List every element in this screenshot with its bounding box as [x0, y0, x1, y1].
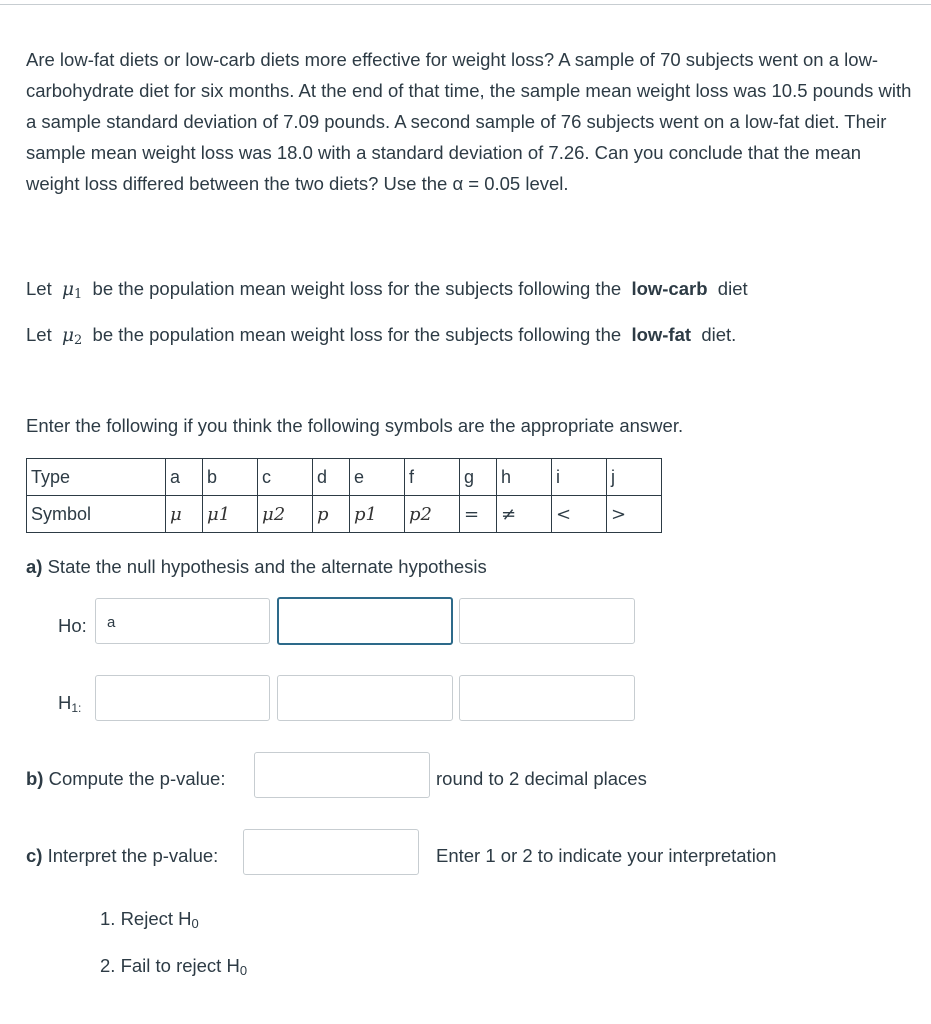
type-cell: e [350, 459, 405, 496]
h1-label: H1: [58, 692, 82, 715]
type-cell: b [203, 459, 258, 496]
type-cell: d [313, 459, 350, 496]
symbol-cell: μ [166, 496, 203, 533]
problem-text: Are low-fat diets or low-carb diets more effective for weight loss? A sample of 70 subjects went on a low-carbohydrate diet for six months. At the end of that time, the sample mean weight loss was 10.5 pounds with a sample standard deviation of 7.09 pounds. A second sample of 76 subjects went on a low-fat diet. Their sample mean weight loss was 18.0 with a standard deviation of 7.26. Can you conclude that the mean weight loss differed between the two diets? Use the α = 0.05 level. [26, 49, 912, 194]
symbol-row [27, 496, 662, 533]
option-fail-to-reject: 2. Fail to reject H0 [100, 955, 248, 978]
type-cell: h [497, 459, 552, 496]
type-row [27, 459, 662, 496]
let-word: Let [26, 324, 52, 345]
instruction-text: Enter the following if you think the following symbols are the appropriate answer. [26, 415, 684, 436]
interpretation-input[interactable] [243, 829, 419, 875]
symbol-cell: ≠ [497, 496, 552, 533]
symbol-cell: p1 [350, 496, 405, 533]
symbol-cell: μ1 [203, 496, 258, 533]
h1-input-3[interactable] [459, 675, 635, 721]
definition-mu2 [26, 323, 736, 353]
type-cell: a [166, 459, 203, 496]
diet-name: low-carb [631, 278, 708, 299]
type-cell: c [258, 459, 313, 496]
option-reject: 1. Reject H0 [100, 908, 199, 931]
definition-mu1 [26, 277, 748, 307]
ho-input-3[interactable] [459, 598, 635, 644]
symbol-cell: p2 [405, 496, 460, 533]
p-value-input[interactable] [254, 752, 430, 798]
part-a-prompt: a) State the null hypothesis and the alternate hypothesis [26, 556, 487, 577]
p-value-hint: round to 2 decimal places [436, 768, 647, 789]
mu1-symbol: $\mu_1$ [62, 279, 83, 303]
let-word: Let [26, 278, 52, 299]
definition-text: be the population mean weight loss for the subjects following the [92, 278, 622, 299]
type-cell: i [552, 459, 607, 496]
symbol-cell: = [460, 496, 497, 533]
ho-label: Ho: [58, 615, 87, 636]
mu2-symbol: $\mu_2$ [62, 325, 83, 349]
symbol-cell: < [552, 496, 607, 533]
symbol-cell: μ2 [258, 496, 313, 533]
interpretation-hint: Enter 1 or 2 to indicate your interpretation [436, 845, 777, 866]
h1-input-2[interactable] [277, 675, 453, 721]
ho-input-1-value: a [107, 614, 116, 631]
diet-name: low-fat [631, 324, 692, 345]
top-divider [0, 4, 931, 5]
definition-suffix: diet. [701, 324, 737, 345]
ho-input-2[interactable] [277, 597, 453, 645]
h1-input-1[interactable] [95, 675, 270, 721]
type-cell: f [405, 459, 460, 496]
definition-text: be the population mean weight loss for the subjects following the [92, 324, 622, 345]
part-b-prompt: b) Compute the p-value: [26, 768, 226, 789]
type-header: Type [27, 459, 166, 496]
symbol-cell: > [607, 496, 662, 533]
definition-suffix: diet [717, 278, 748, 299]
type-cell: j [607, 459, 662, 496]
type-cell: g [460, 459, 497, 496]
ho-input-1[interactable] [95, 598, 270, 644]
symbol-header: Symbol [27, 496, 166, 533]
symbol-table [26, 458, 662, 533]
part-c-prompt: c) Interpret the p-value: [26, 845, 219, 866]
symbol-cell: p [313, 496, 350, 533]
